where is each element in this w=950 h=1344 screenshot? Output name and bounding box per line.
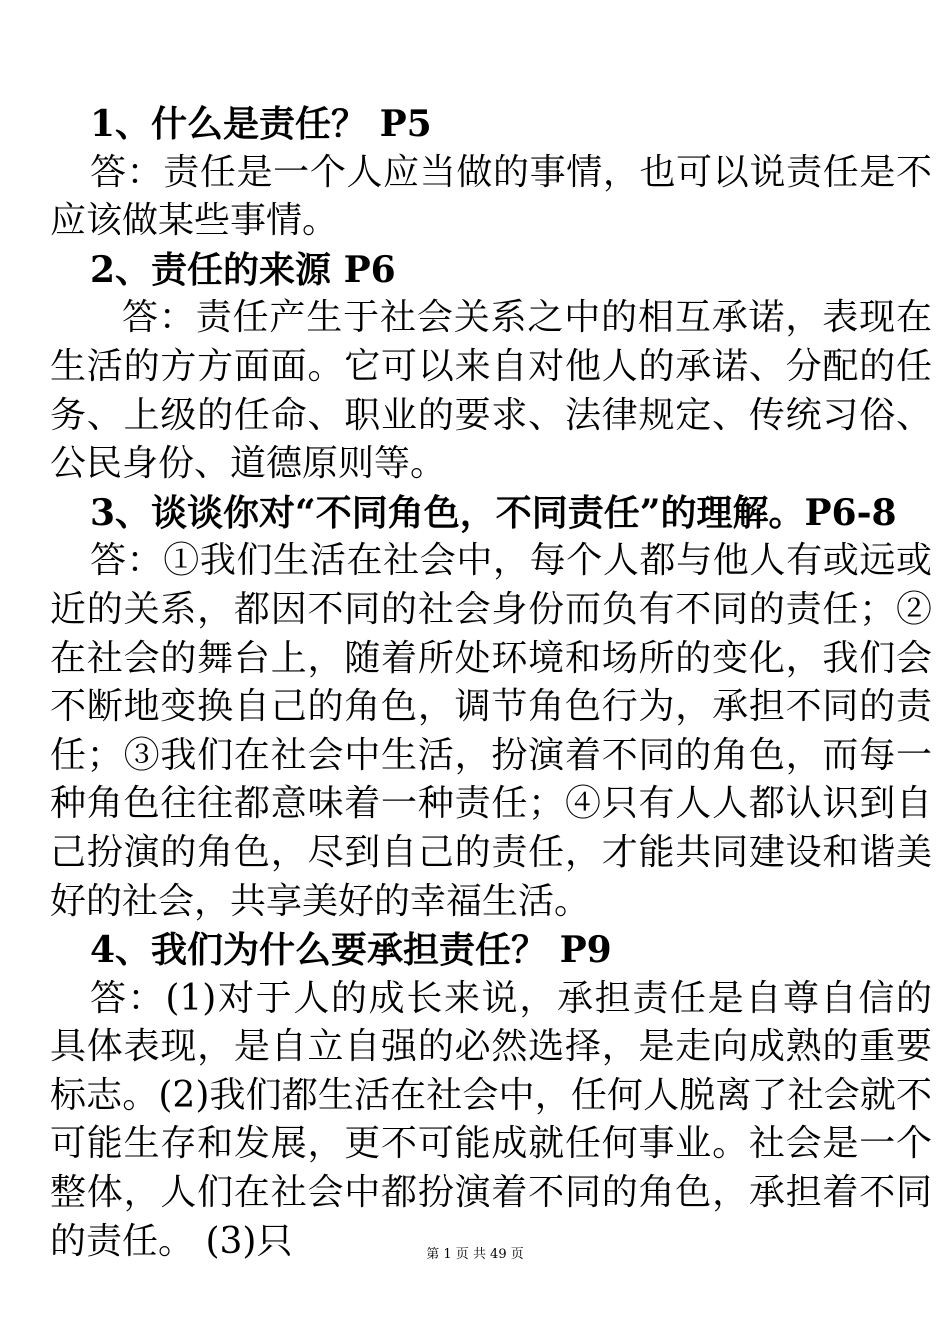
question-2-heading: 2、责任的来源 P6	[90, 248, 396, 291]
question-1-heading: 1、什么是责任？ P5	[90, 103, 432, 145]
answer-1-text: 答：责任是一个人应当做的事情，也可以说责任是不应该做某些事情。	[50, 151, 932, 242]
answer-3-text: 答：①我们生活在社会中，每个人都与他人有或远或近的关系，都因不同的社会身份而负有不同的责任；②在社会的舞台上，随着所处环境和场所的变化，我们会不断地变换自己的角色，调节角色行为，承担不同的责任；③我们在社会中生活，扮演着不同的角色，而每一种角色往往都意味着一种责任；④只有人人都认识到自己扮演的角色，尽到自己的责任，才能共同建设和谐美好的社会，共享美好的幸福生活。	[50, 540, 932, 922]
answer-2-text: 答：责任产生于社会关系之中的相互承诺，表现在生活的方方面面。它可以来自对他人的承诺、分配的任务、上级的任命、职业的要求、法律规定、传统习俗、公民身份、道德原则等。	[50, 297, 932, 485]
answer-4-text: 答：(1)对于人的成长来说，承担责任是自尊自信的具体表现，是自立自强的必然选择，是走向成熟的重要标志。(2)我们都生活在社会中，任何人脱离了社会就不可能生存和发展，更不可能成就任何事业。社会是一个整体，人们在社会中都扮演着不同的角色，承担着不同的责任。 (3)只	[50, 977, 932, 1262]
question-4-heading: 4、我们为什么要承担责任？ P9	[90, 929, 612, 972]
question-3-heading: 3、谈谈你对“不同角色，不同责任”的理解。P6-8	[90, 491, 897, 534]
page-footer: 第 1 页 共 49 页	[426, 1247, 524, 1262]
document-body	[50, 100, 932, 1266]
